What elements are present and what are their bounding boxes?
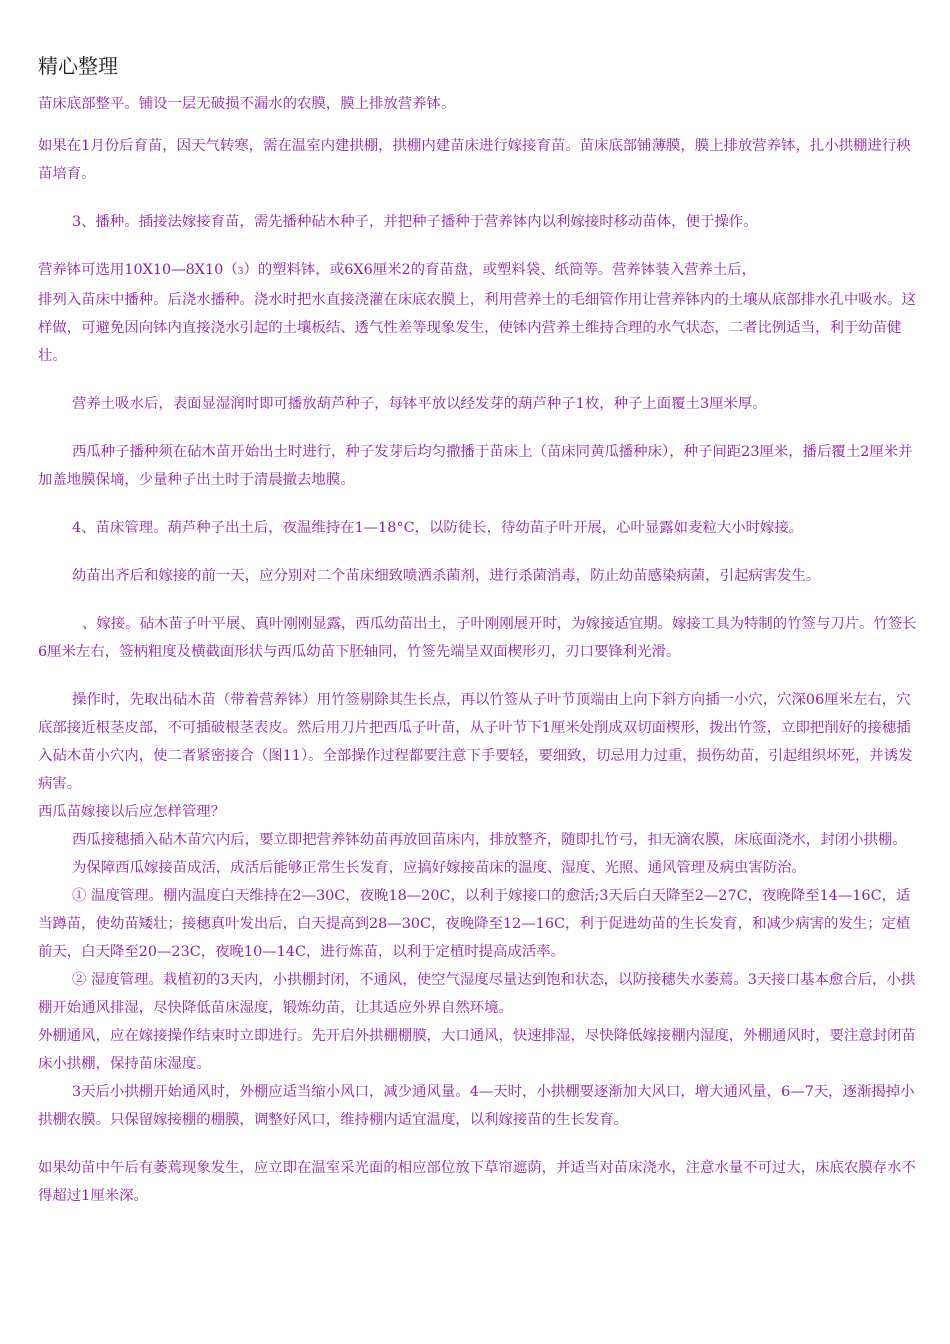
paragraph-after-insertion: 西瓜接穗插入砧木苗穴内后，要立即把营养钵幼苗再放回苗床内，排放整齐，随即扎竹弓，扣无滴农膜，床底面浇水，封闭小拱棚。 [72,832,907,848]
paragraph-grafting: 、嫁接。砧木苗子叶平展、真叶刚刚显露，西瓜幼苗出土，子叶刚刚展开时，为嫁接适宜期。嫁接工具为特制的竹签与刀片。竹签长6厘米左右，签柄粗度及横截面形状与西瓜幼苗下胚轴同，竹签先端呈双面楔形刃，刃口要锋利光滑。 [38,616,917,660]
paragraph-seedbed: 苗床底部整平。铺设一层无破损不漏水的农膜，膜上排放营养钵。 [38,96,456,112]
paragraph-outer-ventilation: 外棚通风，应在嫁接操作结束时立即进行。先开启外拱棚棚膜，大口通风，快速排湿，尽快降低嫁接棚内湿度，外棚通风时，要注意封闭苗床小拱棚，保持苗床湿度。 [38,1028,916,1072]
paragraph-humidity: ② 湿度管理。栽植初的3天内，小拱棚封闭，不通风，使空气湿度尽量达到饱和状态，以防接穗失水萎蔫。3天接口基本愈合后，小拱棚开始通风排湿，尽快降低苗床湿度，锻炼幼苗，让其适应外界自然环境。 [38,972,916,1016]
paragraph-wilting: 如果幼苗中午后有萎蔫现象发生，应立即在温室采光面的相应部位放下草帘遮荫，并适当对苗床浇水，注意水量不可过大，床底农膜存水不得超过1厘米深。 [38,1160,916,1204]
paragraph-seedbed-management: 4、苗床管理。葫芦种子出土后，夜温维持在1—18°C，以防徒长，待幼苗子叶开展，心叶显露如麦粒大小时嫁接。 [72,520,804,536]
paragraph-january-seedling: 如果在1月份后育苗，因天气转寒，需在温室内建拱棚，拱棚内建苗床进行嫁接育苗。苗床底部铺薄膜，膜上排放营养钵，扎小拱棚进行秧苗培育。 [38,138,911,182]
paragraph-sowing: 3、播种。插接法嫁接育苗，需先播种砧木种子，并把种子播种于营养钵内以利嫁接时移动苗体，便于操作。 [72,214,758,230]
paragraph-operation: 操作时，先取出砧木苗（带着营养钵）用竹签剔除其生长点，再以竹签从子叶节顶端由上向下斜方向插一小穴，穴深06厘米左右，穴底部接近根茎皮部，不可插破根茎表皮。然后用刀片把西瓜子叶苗，从子叶节下1厘米处削成双切面楔形，拨出竹签，立即把削好的接穗插入砧木苗小穴内，使二者紧密接合（图11）。全部操作过程都要注意下手要轻，要细致，切忌用力过重，损伤幼苗，引起组织坏死，并诱发病害。 [38,692,913,792]
page-title: 精心整理 [38,54,118,78]
paragraph-watermelon-sowing: 西瓜种子播种须在砧木苗开始出土时进行，种子发芽后均匀撒播于苗床上（苗床同黄瓜播种床），种子间距23厘米，播后覆土2厘米并加盖地膜保墒，少量种子出土时于清晨撤去地膜。 [38,444,913,488]
document-page [38,50,918,1210]
paragraph-question: 西瓜苗嫁接以后应怎样管理？ [38,804,226,820]
paragraph-disinfection: 幼苗出齐后和嫁接的前一天，应分别对二个苗床细致喷洒杀菌剂，进行杀菌消毒，防止幼苗感染病菌，引起病害发生。 [72,568,821,584]
paragraph-ventilation-schedule: 3天后小拱棚开始通风时，外棚应适当缩小风口，减少通风量。4—天时，小拱棚要逐渐加大风口，增大通风量，6—7天，逐渐揭掉小拱棚农膜。只保留嫁接棚的棚膜，调整好风口，维持棚内适宜温度，以利嫁接苗的生长发育。 [38,1084,915,1128]
paragraph-nutrient-pot [38,256,918,370]
nutrient-pot-rest: 排列入苗床中播种。后浇水播种。浇水时把水直接浇灌在床底农膜上，利用营养土的毛细管作用让营养钵内的土壤从底部排水孔中吸水。这样做，可避免因向钵内直接浇水引起的土壤板结、透气性差等现象发生，使钵内营养土维持合理的水气状态，二者比例适当，利于幼苗健壮。 [38,292,916,364]
paragraph-temperature: ① 温度管理。棚内温度白天维持在2—30C，夜晚18—20C，以利于嫁接口的愈活;3天后白天降至2—27C，夜晚降至14—16C，适当蹲苗，使幼苗矮壮；接穗真叶发出后，白天提高到28—30C，夜晚降至12—16C，利于促进幼苗的生长发育，和减少病害的发生；定植前天，白天降至20—23C，夜晚10—14C，进行炼苗，以利于定植时提高成活率。 [38,888,911,960]
paragraph-gourd-sowing: 营养土吸水后，表面显湿润时即可播放葫芦种子，每钵平放以经发芽的葫芦种子1枚，种子上面覆土3厘米厚。 [72,396,767,412]
paragraph-survival: 为保障西瓜嫁接苗成活，成活后能够正常生长发育，应搞好嫁接苗床的温度、湿度、光照、通风管理及病虫害防治。 [72,860,806,876]
nutrient-pot-line-1: 营养钵可选用10X10—8X10（3）的塑料钵，或6X6厘米2的育苗盘，或塑料袋、纸筒等。营养钵装入营养土后， [38,262,757,278]
